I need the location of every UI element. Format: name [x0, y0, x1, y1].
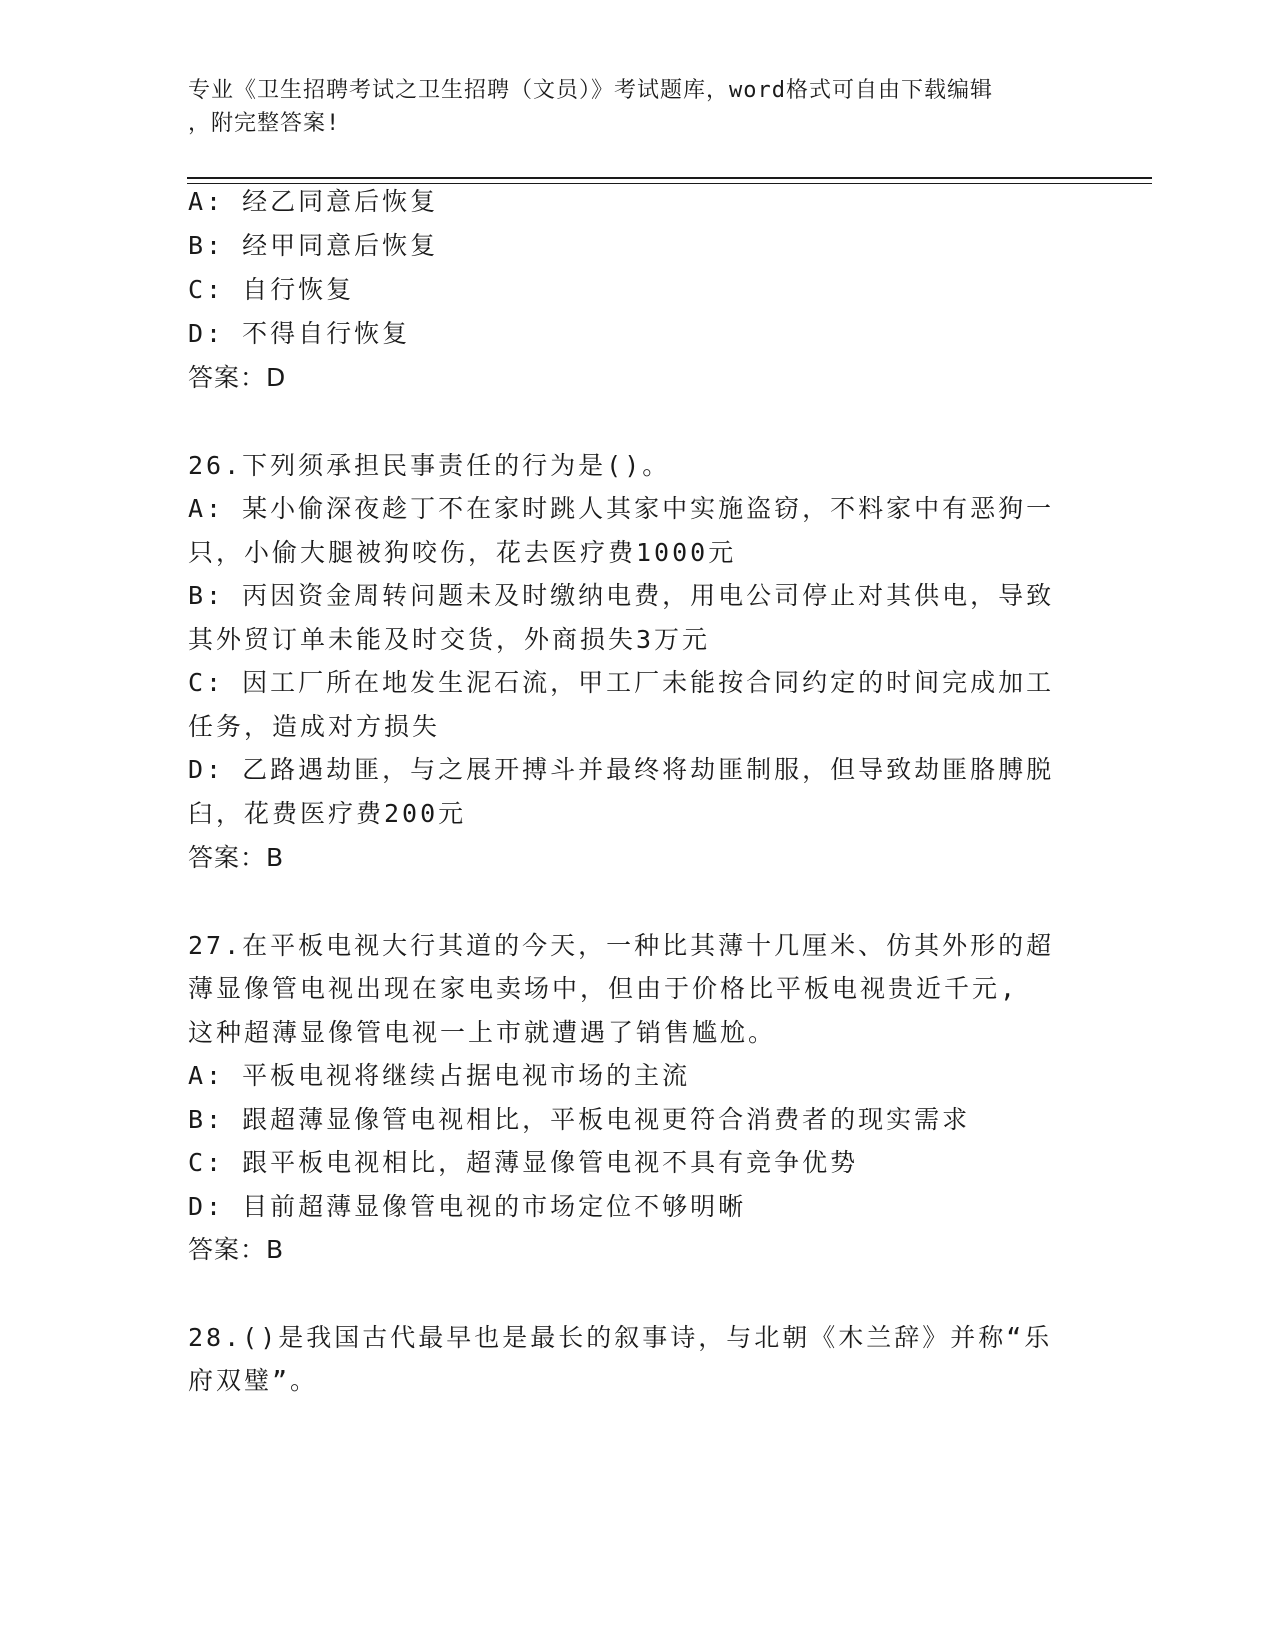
q27-stem-line-1: 27.在平板电视大行其道的今天，一种比其薄十几厘米、仿其外形的超: [188, 931, 1055, 960]
q27-option-d: D: 目前超薄显像管电视的市场定位不够明晰: [188, 1192, 747, 1221]
q25-option-d: D: 不得自行恢复: [188, 319, 411, 348]
q28-stem-line-1: 28.()是我国古代最早也是最长的叙事诗，与北朝《木兰辞》并称“乐: [188, 1323, 1053, 1352]
q28-stem-line-2: 府双璧”。: [188, 1366, 319, 1395]
q27-stem-line-2: 薄显像管电视出现在家电卖场中，但由于价格比平板电视贵近千元,: [188, 974, 1019, 1003]
header-divider-thick: [187, 177, 1152, 179]
q26-option-d-line-1: D: 乙路遇劫匪，与之展开搏斗并最终将劫匪制服，但导致劫匪胳膊脱: [188, 755, 1055, 784]
header-line-1: 专业《卫生招聘考试之卫生招聘（文员）》考试题库，word格式可自由下载编辑: [188, 78, 993, 103]
document-header: [188, 74, 1068, 140]
q25-option-a: A: 经乙同意后恢复: [188, 187, 439, 216]
q27-option-c: C: 跟平板电视相比，超薄显像管电视不具有竞争优势: [188, 1148, 859, 1177]
q26-option-d-line-2: 臼，花费医疗费200元: [188, 799, 467, 828]
q26-option-a-line-2: 只，小偷大腿被狗咬伤，花去医疗费1000元: [188, 538, 737, 567]
q25-answer: 答案：D: [188, 363, 287, 392]
q26-option-c-line-2: 任务，造成对方损失: [188, 712, 441, 741]
q26-stem: 26.下列须承担民事责任的行为是()。: [188, 451, 671, 480]
q27-option-b: B: 跟超薄显像管电视相比，平板电视更符合消费者的现实需求: [188, 1105, 971, 1134]
q26-option-b-line-2: 其外贸订单未能及时交货，外商损失3万元: [188, 625, 711, 654]
q25-option-b: B: 经甲同意后恢复: [188, 231, 439, 260]
q27-option-a: A: 平板电视将继续占据电视市场的主流: [188, 1061, 691, 1090]
q27-answer: 答案：B: [188, 1235, 285, 1264]
header-line-2: ，附完整答案!: [188, 111, 341, 136]
q26-answer: 答案：B: [188, 843, 285, 872]
q27-stem-line-3: 这种超薄显像管电视一上市就遭遇了销售尴尬。: [188, 1018, 777, 1047]
q26-option-b-line-1: B: 丙因资金周转问题未及时缴纳电费，用电公司停止对其供电，导致: [188, 581, 1055, 610]
q25-option-c: C: 自行恢复: [188, 275, 355, 304]
q26-option-c-line-1: C: 因工厂所在地发生泥石流，甲工厂未能按合同约定的时间完成加工: [188, 668, 1055, 697]
q26-option-a-line-1: A: 某小偷深夜趁丁不在家时跳人其家中实施盗窃，不料家中有恶狗一: [188, 494, 1055, 523]
